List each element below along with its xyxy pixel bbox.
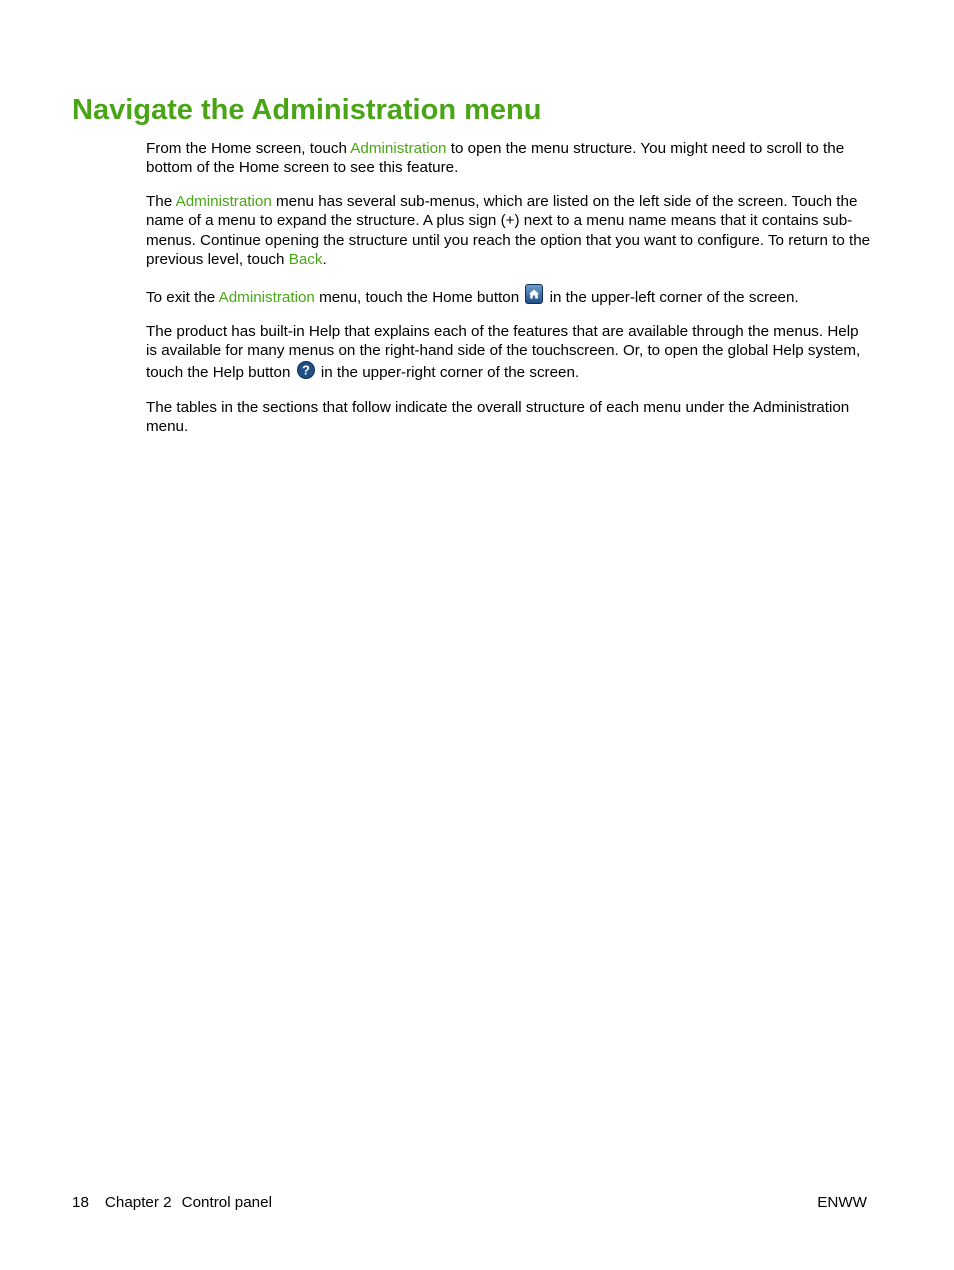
text: The product has built-in Help that explains each of the features that are available through the menus. Help is available for many menus on the right-hand side of the touchscreen. Or, to open the global Help system, touch the Help button	[146, 323, 861, 381]
administration-link[interactable]: Administration	[218, 289, 315, 306]
paragraph-submenus	[146, 192, 872, 270]
chapter-label: Chapter 2	[104, 1194, 172, 1211]
text: in the upper-right corner of the screen.	[316, 363, 580, 381]
back-link[interactable]: Back	[288, 251, 323, 269]
administration-link[interactable]: Administration	[350, 140, 447, 157]
paragraph-tables: The tables in the sections that follow indicate the overall structure of each menu under the Administration menu.	[146, 399, 850, 436]
text: The	[146, 193, 176, 210]
page-number: 18	[72, 1194, 89, 1211]
text: .	[322, 251, 327, 269]
paragraph-help	[146, 322, 872, 384]
home-icon[interactable]	[525, 284, 543, 309]
help-icon[interactable]	[297, 361, 315, 384]
help-icon-graphic	[297, 361, 315, 379]
paragraph-exit-menu	[146, 284, 872, 309]
page-title: Navigate the Administration menu	[72, 94, 542, 126]
footer-left	[72, 1193, 288, 1212]
text: menu has several sub-menus, which are listed on the left side of the screen. Touch the name of a menu to expand the structure. A plus sign (+) next to a menu name means that it contains sub-menus. Continue opening the structure until you reach the option that you want to configure. To return to the previous level, touch	[146, 193, 871, 269]
text: to open the menu structure. You might need to scroll to the bottom of the Home screen to see this feature.	[146, 140, 845, 177]
svg-text:?: ?	[301, 362, 310, 378]
home-icon-graphic	[525, 284, 543, 304]
text: To exit the	[146, 289, 219, 306]
paragraph-open-menu	[146, 139, 872, 178]
text: From the Home screen, touch	[146, 140, 351, 157]
text: in the upper-left corner of the screen.	[545, 289, 799, 306]
footer-right: ENWW	[817, 1194, 867, 1211]
administration-link[interactable]: Administration	[175, 193, 272, 210]
text: menu, touch the Home button	[314, 289, 524, 306]
chapter-title: Control panel	[181, 1194, 272, 1211]
